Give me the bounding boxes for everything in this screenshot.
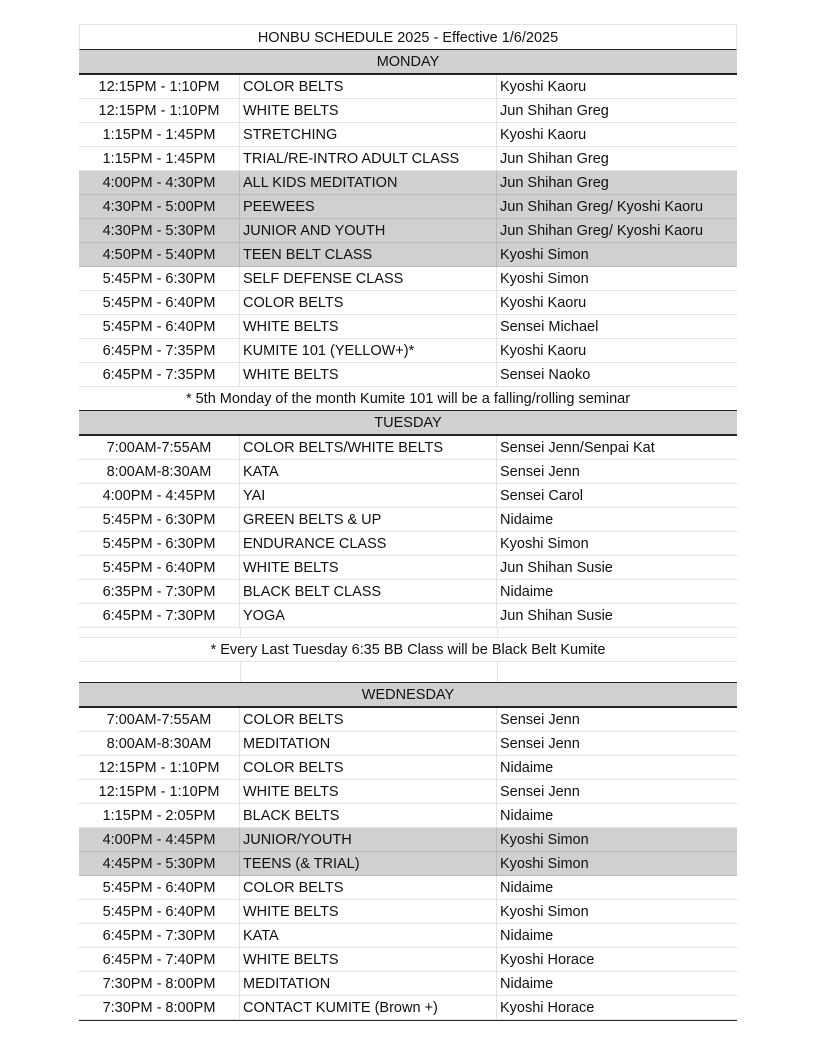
schedule-row — [79, 756, 737, 780]
class-name: COLOR BELTS/WHITE BELTS — [240, 436, 497, 459]
class-name: YOGA — [240, 604, 497, 627]
class-name: SELF DEFENSE CLASS — [240, 267, 497, 290]
class-name: STRETCHING — [240, 123, 497, 146]
class-instructor: Kyoshi Horace — [500, 1000, 595, 1016]
class-instructor: Nidaime — [500, 880, 554, 896]
class-name: ALL KIDS MEDITATION — [240, 171, 497, 194]
class-time: 4:00PM - 4:45PM — [79, 484, 240, 507]
class-name: BLACK BELTS — [240, 804, 497, 827]
class-name: YAI — [240, 484, 497, 507]
blank-row — [79, 628, 737, 638]
schedule-row — [79, 876, 737, 900]
class-time: 5:45PM - 6:40PM — [79, 556, 240, 579]
schedule-row — [79, 75, 737, 99]
schedule-row — [79, 339, 737, 363]
schedule-row — [79, 147, 737, 171]
class-instructor: Sensei Naoko — [500, 367, 591, 383]
tuesday-note: * Every Last Tuesday 6:35 BB Class will be Black Belt Kumite — [79, 638, 737, 662]
schedule-row — [79, 363, 737, 387]
class-instructor: Sensei Jenn — [500, 736, 580, 752]
class-instructor: Kyoshi Kaoru — [500, 295, 587, 311]
class-time: 4:00PM - 4:45PM — [79, 828, 240, 851]
day-header-monday: MONDAY — [79, 50, 737, 75]
schedule-row — [79, 532, 737, 556]
class-name: WHITE BELTS — [240, 363, 497, 386]
class-instructor: Sensei Jenn — [500, 784, 580, 800]
monday-note: * 5th Monday of the month Kumite 101 will be a falling/rolling seminar — [79, 387, 737, 411]
class-time: 6:45PM - 7:30PM — [79, 924, 240, 947]
class-time: 4:30PM - 5:00PM — [79, 195, 240, 218]
schedule-row — [79, 243, 737, 267]
class-time: 12:15PM - 1:10PM — [79, 99, 240, 122]
class-time: 5:45PM - 6:40PM — [79, 315, 240, 338]
class-instructor: Sensei Jenn/Senpai Kat — [500, 440, 655, 456]
class-time: 8:00AM-8:30AM — [79, 732, 240, 755]
class-name: MEDITATION — [240, 972, 497, 995]
class-instructor: Sensei Carol — [500, 488, 584, 504]
schedule-row — [79, 900, 737, 924]
class-name: TEENS (& TRIAL) — [240, 852, 497, 875]
day-header-wednesday: WEDNESDAY — [79, 683, 737, 708]
schedule-row — [79, 291, 737, 315]
class-time: 4:30PM - 5:30PM — [79, 219, 240, 242]
class-name: BLACK BELT CLASS — [240, 580, 497, 603]
class-name: KATA — [240, 924, 497, 947]
class-instructor: Kyoshi Simon — [500, 247, 589, 263]
schedule-row — [79, 996, 737, 1020]
class-instructor: Jun Shihan Greg — [500, 175, 609, 191]
class-time: 6:45PM - 7:35PM — [79, 363, 240, 386]
class-time: 5:45PM - 6:40PM — [79, 900, 240, 923]
class-time: 5:45PM - 6:40PM — [79, 291, 240, 314]
class-instructor: Jun Shihan Susie — [500, 608, 613, 624]
class-instructor: Jun Shihan Susie — [500, 560, 613, 576]
class-instructor: Sensei Jenn — [500, 712, 580, 728]
class-instructor: Sensei Jenn — [500, 464, 580, 480]
class-name: PEEWEES — [240, 195, 497, 218]
schedule-row — [79, 99, 737, 123]
class-time: 1:15PM - 2:05PM — [79, 804, 240, 827]
schedule-row — [79, 508, 737, 532]
class-instructor: Nidaime — [500, 760, 554, 776]
day-rows-wednesday — [79, 708, 737, 1021]
class-name: COLOR BELTS — [240, 756, 497, 779]
class-time: 7:00AM-7:55AM — [79, 708, 240, 731]
class-instructor: Kyoshi Simon — [500, 536, 589, 552]
schedule-row — [79, 436, 737, 460]
class-time: 6:45PM - 7:30PM — [79, 604, 240, 627]
schedule-row — [79, 580, 737, 604]
class-name: WHITE BELTS — [240, 900, 497, 923]
class-time: 12:15PM - 1:10PM — [79, 756, 240, 779]
class-instructor: Jun Shihan Greg — [500, 103, 609, 119]
class-time: 1:15PM - 1:45PM — [79, 147, 240, 170]
class-instructor: Kyoshi Simon — [500, 904, 589, 920]
schedule-row — [79, 460, 737, 484]
class-name: KUMITE 101 (YELLOW+)* — [240, 339, 497, 362]
class-instructor: Nidaime — [500, 512, 554, 528]
class-time: 5:45PM - 6:30PM — [79, 267, 240, 290]
class-name: WHITE BELTS — [240, 99, 497, 122]
schedule-row — [79, 556, 737, 580]
class-name: MEDITATION — [240, 732, 497, 755]
schedule-row — [79, 852, 737, 876]
class-instructor: Nidaime — [500, 928, 554, 944]
schedule-row — [79, 948, 737, 972]
class-time: 1:15PM - 1:45PM — [79, 123, 240, 146]
schedule-row — [79, 972, 737, 996]
schedule-row — [79, 732, 737, 756]
class-time: 12:15PM - 1:10PM — [79, 75, 240, 98]
class-instructor: Kyoshi Horace — [500, 952, 595, 968]
class-name: WHITE BELTS — [240, 780, 497, 803]
schedule-row — [79, 484, 737, 508]
class-time: 5:45PM - 6:30PM — [79, 532, 240, 555]
schedule-row — [79, 804, 737, 828]
schedule-row — [79, 195, 737, 219]
class-time: 7:30PM - 8:00PM — [79, 996, 240, 1019]
class-instructor: Kyoshi Simon — [500, 856, 589, 872]
schedule-row — [79, 828, 737, 852]
class-name: GREEN BELTS & UP — [240, 508, 497, 531]
class-instructor: Kyoshi Kaoru — [500, 79, 587, 95]
class-name: TEEN BELT CLASS — [240, 243, 497, 266]
class-time: 7:30PM - 8:00PM — [79, 972, 240, 995]
class-name: JUNIOR AND YOUTH — [240, 219, 497, 242]
class-name: COLOR BELTS — [240, 876, 497, 899]
class-instructor: Jun Shihan Greg/ Kyoshi Kaoru — [500, 223, 704, 239]
class-time: 4:00PM - 4:30PM — [79, 171, 240, 194]
class-time: 5:45PM - 6:40PM — [79, 876, 240, 899]
class-name: COLOR BELTS — [240, 708, 497, 731]
class-instructor: Nidaime — [500, 976, 554, 992]
class-time: 4:50PM - 5:40PM — [79, 243, 240, 266]
class-time: 4:45PM - 5:30PM — [79, 852, 240, 875]
class-time: 8:00AM-8:30AM — [79, 460, 240, 483]
class-instructor: Kyoshi Kaoru — [500, 343, 587, 359]
day-header-tuesday: TUESDAY — [79, 411, 737, 436]
day-rows-monday — [79, 75, 737, 387]
schedule-row — [79, 780, 737, 804]
class-time: 7:00AM-7:55AM — [79, 436, 240, 459]
class-instructor: Sensei Michael — [500, 319, 599, 335]
schedule-row — [79, 123, 737, 147]
class-instructor: Jun Shihan Greg/ Kyoshi Kaoru — [500, 199, 704, 215]
class-time: 6:45PM - 7:35PM — [79, 339, 240, 362]
day-rows-tuesday — [79, 436, 737, 628]
class-name: KATA — [240, 460, 497, 483]
class-time: 5:45PM - 6:30PM — [79, 508, 240, 531]
class-instructor: Nidaime — [500, 808, 554, 824]
class-name: TRIAL/RE-INTRO ADULT CLASS — [240, 147, 497, 170]
blank-row — [79, 662, 737, 683]
schedule-title: HONBU SCHEDULE 2025 - Effective 1/6/2025 — [79, 24, 737, 50]
class-name: WHITE BELTS — [240, 315, 497, 338]
class-name: COLOR BELTS — [240, 291, 497, 314]
schedule-row — [79, 267, 737, 291]
schedule-row — [79, 219, 737, 243]
class-name: ENDURANCE CLASS — [240, 532, 497, 555]
class-name: WHITE BELTS — [240, 948, 497, 971]
class-name: CONTACT KUMITE (Brown +) — [240, 996, 497, 1019]
schedule-row — [79, 924, 737, 948]
class-instructor: Kyoshi Kaoru — [500, 127, 587, 143]
schedule-row — [79, 171, 737, 195]
schedule-row — [79, 708, 737, 732]
schedule-row — [79, 604, 737, 628]
class-time: 12:15PM - 1:10PM — [79, 780, 240, 803]
class-instructor: Nidaime — [500, 584, 554, 600]
schedule-row — [79, 315, 737, 339]
class-time: 6:35PM - 7:30PM — [79, 580, 240, 603]
class-instructor: Jun Shihan Greg — [500, 151, 609, 167]
class-time: 6:45PM - 7:40PM — [79, 948, 240, 971]
class-name: JUNIOR/YOUTH — [240, 828, 497, 851]
schedule-sheet — [79, 24, 737, 1021]
class-instructor: Kyoshi Simon — [500, 832, 589, 848]
class-name: COLOR BELTS — [240, 75, 497, 98]
class-instructor: Kyoshi Simon — [500, 271, 589, 287]
class-name: WHITE BELTS — [240, 556, 497, 579]
